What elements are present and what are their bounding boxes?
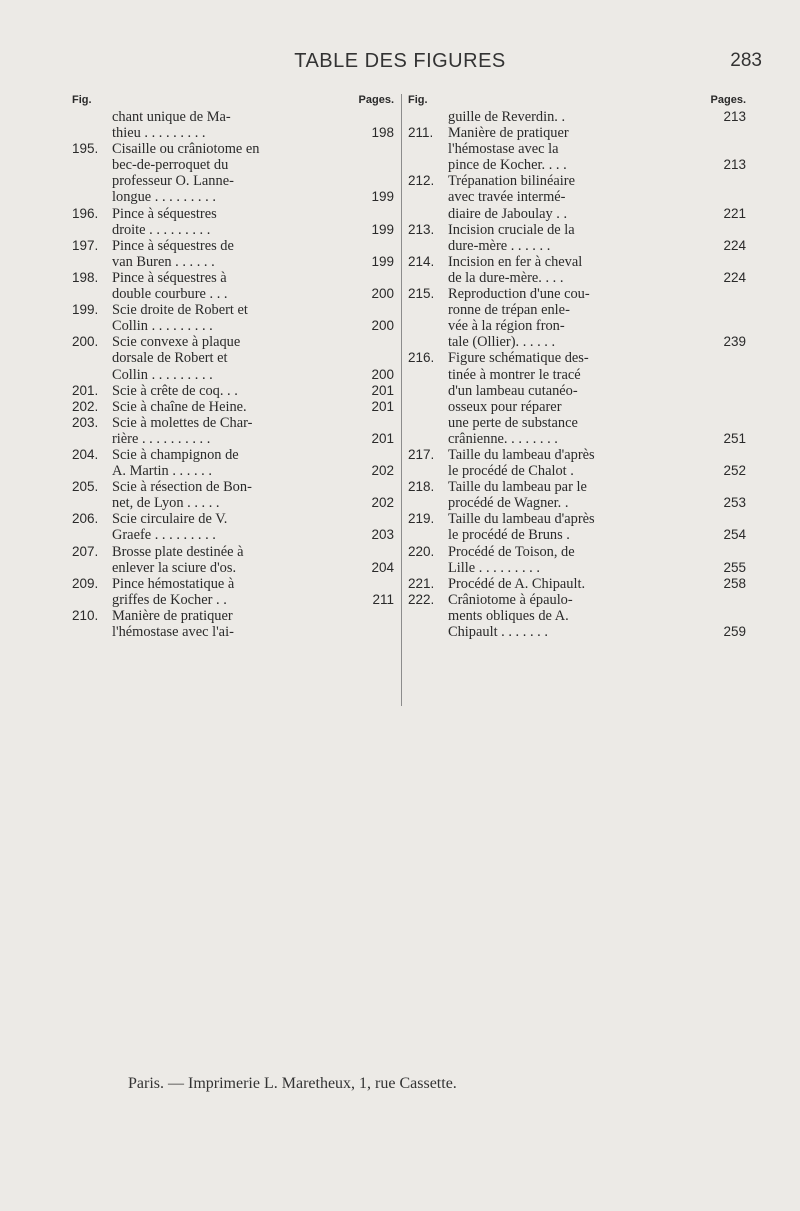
caption-line: guille de Reverdin. . bbox=[448, 109, 566, 125]
page-reference: 200 bbox=[371, 286, 394, 302]
caption-line: Incision en fer à cheval bbox=[448, 253, 583, 270]
figure-caption bbox=[448, 173, 746, 221]
figure-caption bbox=[112, 415, 394, 447]
caption-line: diaire de Jaboulay . . bbox=[448, 205, 568, 222]
figure-caption bbox=[112, 544, 394, 576]
page-reference: 203 bbox=[371, 527, 394, 543]
figure-caption bbox=[448, 350, 746, 447]
caption-line: dorsale de Robert et bbox=[112, 350, 228, 367]
figure-entry bbox=[72, 479, 394, 511]
caption-line: net, de Lyon . . . . . bbox=[112, 495, 220, 512]
figure-entry bbox=[408, 286, 746, 350]
caption-line: Scie droite de Robert et bbox=[112, 302, 248, 319]
column-divider bbox=[401, 94, 402, 706]
page-reference: 253 bbox=[723, 495, 746, 511]
figure-entry bbox=[72, 447, 394, 479]
caption-line: Graefe . . . . . . . . . bbox=[112, 527, 216, 544]
caption-line: Pince à séquestres bbox=[112, 205, 217, 222]
right-column bbox=[408, 92, 746, 640]
caption-line: bec-de-perroquet du bbox=[112, 157, 229, 174]
figure-entry bbox=[72, 576, 394, 608]
caption-line: A. Martin . . . . . . bbox=[112, 463, 212, 480]
caption-line: Procédé de A. Chipault. bbox=[448, 575, 586, 592]
figure-caption bbox=[448, 222, 746, 254]
page-header bbox=[0, 50, 800, 74]
caption-line: Scie à crête de coq. . . bbox=[112, 382, 238, 399]
page-reference: 198 bbox=[371, 125, 394, 141]
caption-line: Reproduction d'une cou- bbox=[448, 286, 590, 303]
caption-line: Scie à molettes de Char- bbox=[112, 414, 253, 431]
page-reference: 224 bbox=[723, 269, 746, 285]
caption-line: Crâniotome à épaulo- bbox=[448, 591, 573, 608]
caption-line: Procédé de Toison, de bbox=[448, 543, 575, 560]
figure-caption bbox=[448, 544, 746, 576]
caption-line: griffes de Kocher . . bbox=[112, 591, 227, 608]
figure-caption bbox=[112, 238, 394, 270]
page-reference: 202 bbox=[371, 463, 394, 479]
caption-line: Taille du lambeau par le bbox=[448, 479, 587, 496]
figure-entry bbox=[408, 511, 746, 543]
figure-entry bbox=[408, 592, 746, 640]
figure-caption bbox=[448, 511, 746, 543]
caption-line: thieu . . . . . . . . . bbox=[112, 125, 206, 142]
caption-line: osseux pour réparer bbox=[448, 398, 562, 415]
caption-line: chant unique de Ma- bbox=[112, 109, 231, 125]
figure-number: 203. bbox=[72, 414, 99, 430]
page-reference: 201 bbox=[371, 398, 394, 414]
figure-number: 219. bbox=[408, 511, 435, 527]
caption-line: double courbure . . . bbox=[112, 286, 228, 303]
caption-line: Figure schématique des- bbox=[448, 350, 589, 367]
figure-entry bbox=[72, 383, 394, 399]
caption-line: Manière de pratiquer bbox=[448, 125, 569, 142]
figure-caption bbox=[448, 576, 746, 592]
fig-column-label: Fig. bbox=[408, 94, 428, 106]
figure-entry bbox=[72, 206, 394, 238]
caption-line: ments obliques de A. bbox=[448, 607, 569, 624]
caption-line: de la dure-mère. . . . bbox=[448, 269, 564, 286]
caption-line: tale (Ollier). . . . . . bbox=[448, 334, 556, 351]
imprint-footer: Paris. — Imprimerie L. Maretheux, 1, rue Cassette. bbox=[128, 1075, 457, 1092]
page-reference: 200 bbox=[371, 366, 394, 382]
figure-caption bbox=[448, 592, 746, 640]
figure-number: 206. bbox=[72, 511, 99, 527]
caption-line: l'hémostase avec la bbox=[448, 141, 559, 158]
figure-number: 222. bbox=[408, 591, 435, 607]
page-reference: 258 bbox=[723, 575, 746, 591]
caption-line: Taille du lambeau d'après bbox=[448, 446, 595, 463]
caption-line: Scie convexe à plaque bbox=[112, 334, 241, 351]
caption-line: Trépanation bilinéaire bbox=[448, 173, 575, 190]
figure-number: 210. bbox=[72, 607, 99, 623]
figure-caption bbox=[112, 302, 394, 334]
figure-caption bbox=[112, 511, 394, 543]
figure-number: 202. bbox=[72, 398, 99, 414]
figure-entry bbox=[72, 302, 394, 334]
figure-caption bbox=[112, 447, 394, 479]
page-reference: 252 bbox=[723, 463, 746, 479]
figure-caption bbox=[112, 141, 394, 205]
caption-line: Collin . . . . . . . . . bbox=[112, 318, 213, 335]
caption-line: Taille du lambeau d'après bbox=[448, 511, 595, 528]
figure-entry bbox=[72, 399, 394, 415]
page-reference: 259 bbox=[723, 624, 746, 639]
figure-entry bbox=[72, 109, 394, 141]
figure-number: 221. bbox=[408, 575, 435, 591]
caption-line: procédé de Wagner. . bbox=[448, 495, 569, 512]
page-reference: 201 bbox=[371, 430, 394, 446]
page-reference: 224 bbox=[723, 237, 746, 253]
figure-caption bbox=[448, 286, 746, 350]
caption-line: Lille . . . . . . . . . bbox=[448, 559, 540, 576]
caption-line: Scie à chaîne de Heine. bbox=[112, 398, 247, 415]
figure-entry bbox=[72, 608, 394, 640]
figure-number: 216. bbox=[408, 350, 435, 366]
caption-line: d'un lambeau cutanéo- bbox=[448, 382, 578, 399]
caption-line: Brosse plate destinée à bbox=[112, 543, 244, 560]
figure-number: 198. bbox=[72, 269, 99, 285]
caption-line: Scie circulaire de V. bbox=[112, 511, 228, 528]
right-column-header bbox=[408, 92, 746, 109]
figure-entry bbox=[408, 222, 746, 254]
figure-entry bbox=[72, 238, 394, 270]
figure-entry bbox=[72, 334, 394, 382]
figure-entry bbox=[408, 576, 746, 592]
page-reference: 200 bbox=[371, 318, 394, 334]
caption-line: tinée à montrer le tracé bbox=[448, 366, 581, 383]
left-column bbox=[72, 92, 394, 640]
page-reference: 202 bbox=[371, 495, 394, 511]
caption-line: Collin . . . . . . . . . bbox=[112, 366, 213, 383]
figure-number: 215. bbox=[408, 286, 435, 302]
figure-number: 204. bbox=[72, 446, 99, 462]
figure-number: 207. bbox=[72, 543, 99, 559]
caption-line: rière . . . . . . . . . . bbox=[112, 430, 211, 447]
figure-caption bbox=[448, 479, 746, 511]
figure-number: 212. bbox=[408, 173, 435, 189]
figure-number: 209. bbox=[72, 575, 99, 591]
caption-line: crânienne. . . . . . . . bbox=[448, 430, 558, 447]
caption-line: Pince à séquestres à bbox=[112, 269, 227, 286]
figure-number: 197. bbox=[72, 237, 99, 253]
caption-line: Cisaille ou crâniotome en bbox=[112, 141, 260, 158]
figure-entry bbox=[408, 544, 746, 576]
figure-entry bbox=[408, 125, 746, 173]
caption-line: avec travée intermé- bbox=[448, 189, 566, 206]
page-reference: 239 bbox=[723, 334, 746, 350]
caption-line: Pince à séquestres de bbox=[112, 237, 234, 254]
caption-line: une perte de substance bbox=[448, 414, 578, 431]
page-reference: 255 bbox=[723, 559, 746, 575]
page-reference: 204 bbox=[371, 559, 394, 575]
figure-entry bbox=[408, 479, 746, 511]
caption-line: le procédé de Chalot . bbox=[448, 463, 574, 480]
figure-caption bbox=[112, 576, 394, 608]
figure-number: 205. bbox=[72, 479, 99, 495]
fig-column-label: Fig. bbox=[72, 94, 92, 106]
left-column-header bbox=[72, 92, 394, 109]
figure-caption bbox=[112, 206, 394, 238]
page-reference: 199 bbox=[371, 253, 394, 269]
figure-number: 220. bbox=[408, 543, 435, 559]
figure-caption bbox=[112, 334, 394, 382]
pages-column-label: Pages. bbox=[358, 94, 394, 106]
figure-entry bbox=[408, 254, 746, 286]
figure-number: 199. bbox=[72, 302, 99, 318]
figure-entry bbox=[72, 415, 394, 447]
page-reference: 251 bbox=[723, 430, 746, 446]
figure-number: 200. bbox=[72, 334, 99, 350]
figure-caption bbox=[448, 254, 746, 286]
caption-line: droite . . . . . . . . . bbox=[112, 221, 211, 238]
figure-number bbox=[72, 109, 112, 141]
caption-line: le procédé de Bruns . bbox=[448, 527, 570, 544]
page-reference: 254 bbox=[723, 527, 746, 543]
figure-number: 218. bbox=[408, 479, 435, 495]
page-reference: 201 bbox=[371, 382, 394, 398]
figure-number bbox=[408, 109, 448, 125]
figure-entry bbox=[408, 173, 746, 221]
page-number: 283 bbox=[730, 50, 762, 71]
figure-number: 213. bbox=[408, 221, 435, 237]
caption-line: van Buren . . . . . . bbox=[112, 253, 215, 270]
caption-line: pince de Kocher. . . . bbox=[448, 157, 567, 174]
figure-caption bbox=[112, 270, 394, 302]
pages-column-label: Pages. bbox=[710, 94, 746, 106]
figure-number: 211. bbox=[408, 125, 434, 141]
figure-entry bbox=[408, 350, 746, 447]
caption-line: professeur O. Lanne- bbox=[112, 173, 234, 190]
figure-entry bbox=[72, 141, 394, 205]
figure-caption bbox=[112, 479, 394, 511]
page-reference: 213 bbox=[723, 157, 746, 173]
figure-number: 214. bbox=[408, 253, 435, 269]
figure-caption bbox=[112, 109, 394, 141]
figure-entry bbox=[408, 109, 746, 125]
figure-entry bbox=[72, 270, 394, 302]
caption-line: dure-mère . . . . . . bbox=[448, 237, 551, 254]
caption-line: Scie à résection de Bon- bbox=[112, 479, 252, 496]
figure-number: 195. bbox=[72, 141, 99, 157]
page-reference: 199 bbox=[371, 189, 394, 205]
page-reference: 199 bbox=[371, 221, 394, 237]
caption-line: Incision cruciale de la bbox=[448, 221, 575, 238]
caption-line: l'hémostase avec l'ai- bbox=[112, 624, 234, 640]
caption-line: enlever la sciure d'os. bbox=[112, 559, 237, 576]
caption-line: Pince hémostatique à bbox=[112, 575, 235, 592]
running-title: TABLE DES FIGURES bbox=[294, 50, 506, 72]
page-reference: 213 bbox=[723, 109, 746, 124]
caption-line: vée à la région fron- bbox=[448, 318, 565, 335]
figure-caption bbox=[112, 608, 394, 640]
figure-caption bbox=[112, 383, 394, 399]
figure-caption bbox=[448, 109, 746, 125]
figure-number: 196. bbox=[72, 205, 99, 221]
figure-caption bbox=[448, 125, 746, 173]
caption-line: Chipault . . . . . . . bbox=[448, 624, 548, 640]
caption-line: ronne de trépan enle- bbox=[448, 302, 570, 319]
figure-caption bbox=[448, 447, 746, 479]
page-reference: 211 bbox=[372, 591, 394, 607]
caption-line: Manière de pratiquer bbox=[112, 607, 233, 624]
caption-line: Scie à champignon de bbox=[112, 446, 239, 463]
figure-entry bbox=[72, 511, 394, 543]
page-reference: 221 bbox=[723, 205, 746, 221]
figure-caption bbox=[112, 399, 394, 415]
figure-entry bbox=[72, 544, 394, 576]
caption-line: longue . . . . . . . . . bbox=[112, 189, 216, 206]
figure-entry bbox=[408, 447, 746, 479]
figure-number: 217. bbox=[408, 446, 435, 462]
figure-number: 201. bbox=[72, 382, 99, 398]
